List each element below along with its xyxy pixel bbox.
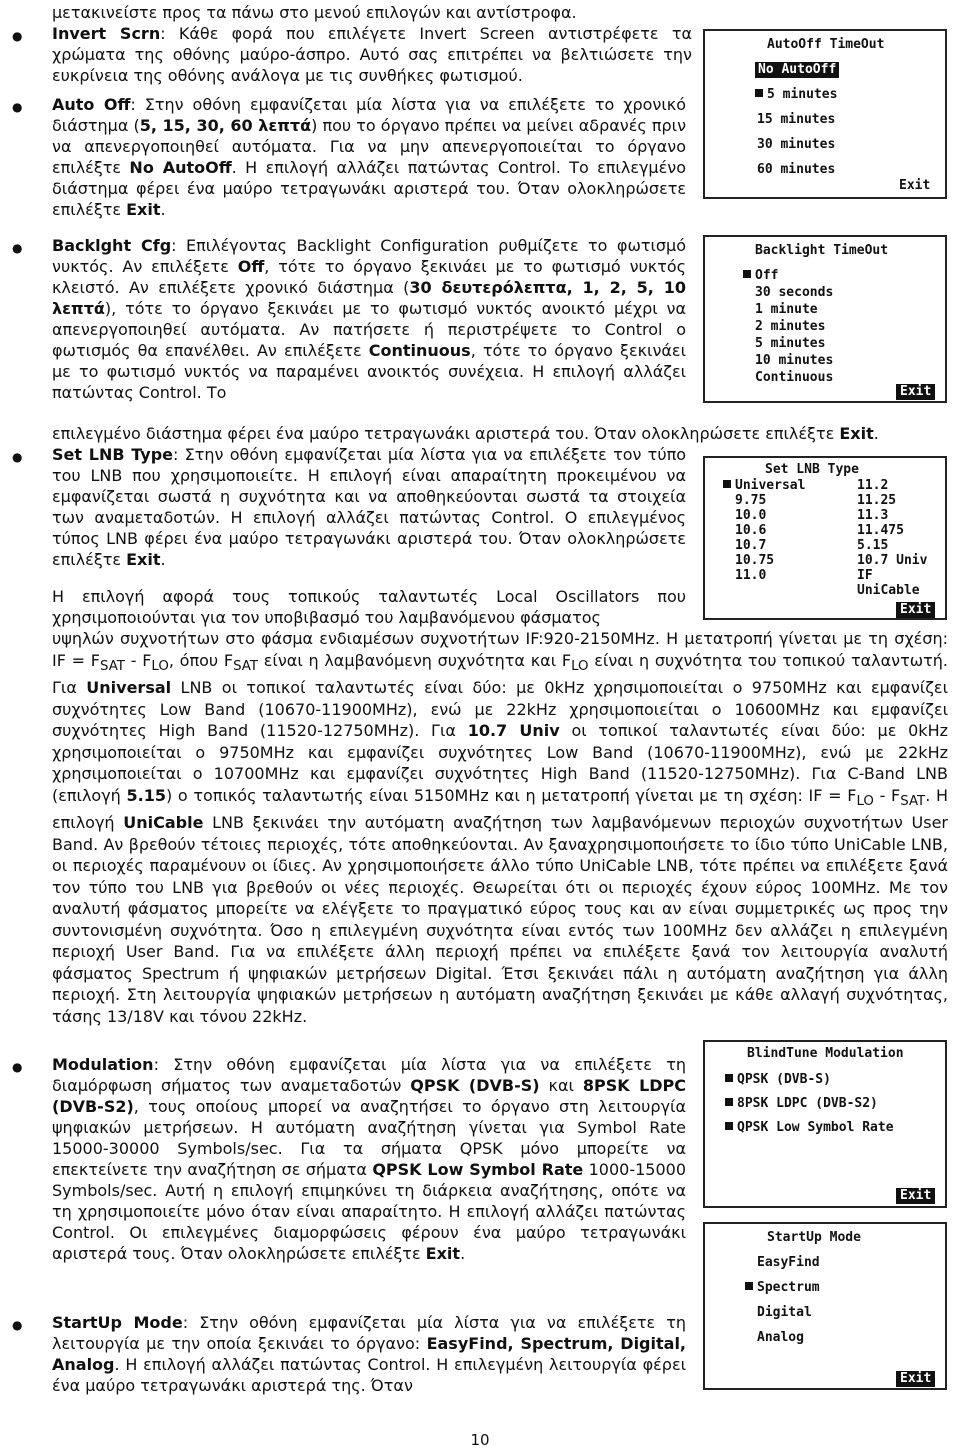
lnb-option-label: Universal xyxy=(735,478,806,493)
menu-item[interactable] xyxy=(725,1096,878,1112)
text: είναι η συχνότητα του τοπικού ταλαντωτή. Για xyxy=(52,650,949,698)
selected-square-icon xyxy=(743,270,751,278)
menu-item[interactable]: 60 minutes xyxy=(757,162,836,177)
subscript: SAT xyxy=(100,658,125,674)
lnb-option[interactable]: 10.7 Univ xyxy=(857,553,928,568)
lnb-option[interactable]: 10.0 xyxy=(735,508,767,523)
lnb-option[interactable]: 9.75 xyxy=(735,493,767,508)
text: : Στην οθόνη εμφανίζεται μία λίστα για να επιλέξετε τη διαμόρφωση σήματος των αναμεταδοτών xyxy=(52,1055,686,1095)
selected-square-icon xyxy=(745,1282,753,1290)
text-bold: Exit xyxy=(126,200,161,219)
menu-item-label: QPSK (DVB-S) xyxy=(737,1072,831,1087)
text: υψηλών συχνοτήτων στο φάσμα ενδιαμέσων συχνοτήτων IF:920-2150MHz. Η μετατροπή γίνεται με τη σχέση: IF = F xyxy=(52,629,948,670)
bullet-icon: ● xyxy=(12,29,23,43)
bullet-icon: ● xyxy=(12,100,23,114)
text: : Κάθε φορά που επιλέγετε Invert Screen αντιστρέφετε τα χρώματα της οθόνης μαύρο-άσπρο. Αυτό σας επιτρέπει να βελτιώσετε την ευκρίνεια της οθόνης ανάλογα με τις συνθήκες φωτισμού. xyxy=(52,24,693,85)
menu-item-selected[interactable]: No AutoOff xyxy=(755,62,839,78)
lnb-option[interactable]: 10.7 xyxy=(735,538,767,553)
exit-button[interactable]: Exit xyxy=(896,384,935,400)
paragraph-modulation xyxy=(52,1054,686,1264)
lnb-option[interactable] xyxy=(723,478,805,494)
text: . xyxy=(460,1244,466,1263)
lnb-option[interactable]: 11.475 xyxy=(857,523,904,538)
text: οι τοπικοί ταλαντωτές είναι δύο: με 0kHz χρησιμοποιείται ο 9750MHz και εμφανίζει συχνότητες Low Band (10670-11900MHz), ενώ με 22kHz χρησιμοποιείται ο 10700MHz και εμφανίζει συχνότητες High Band (11520-12750MHz). Για C-Band LNB (επιλογή xyxy=(52,721,949,805)
text: : Στην οθόνη εμφανίζεται μία λίστα για να επιλέξετε το χρονικό διάστημα ( xyxy=(52,95,687,135)
selected-square-icon xyxy=(755,89,763,97)
text: . Η επιλογή xyxy=(52,785,949,833)
text-bold: Exit xyxy=(425,1244,461,1263)
intro-line: μετακινείστε προς τα πάνω στο μενού επιλογών και αντίστροφα. xyxy=(52,3,577,22)
text: ), τότε το όργανο ξεκινάει με το φωτισμό νυκτός ανοικτό μέχρι να απενεργοποιηθεί αυτόματα. Αν πατήσετε ή περιστρέψετε το Control ο φωτισμός θα επανέλθει. Αν επιλέξετε xyxy=(52,299,686,360)
text: . xyxy=(873,424,879,443)
text: : Επιλέγοντας Backlight Configuration ρυθμίζετε το φωτισμό νυκτός. Αν επιλέξετε xyxy=(52,236,686,276)
text: . xyxy=(160,200,166,219)
menu-item[interactable]: 15 minutes xyxy=(757,112,836,127)
selected-square-icon xyxy=(725,1074,733,1082)
lnb-option[interactable]: IF xyxy=(857,568,873,583)
text-bold: 5.15 xyxy=(126,785,166,805)
paragraph-backlight-tail xyxy=(52,423,932,444)
text: και xyxy=(539,1076,583,1095)
paragraph-auto-off xyxy=(52,94,686,220)
text: : Στην οθόνη εμφανίζεται μία λίστα για να επιλέξετε τον τύπο του LNB που χρησιμοποιείτε. Η επιλογή είναι απαραίτητη προκειμένου να εμφανίζεται σωστά η συχνότητα και να αποθηκεύονται σωστά τα στοιχεία των αναμεταδοτών. Η επιλογή αλλάζει πατώντας Control. Ο επιλεγμένος τύπος LNB φέρει ένα μαύρο τετραγωνάκι αριστερά του. Όταν ολοκληρώσετε επιλέξτε xyxy=(52,445,686,569)
bullet-icon: ● xyxy=(12,450,23,464)
menu-item[interactable] xyxy=(745,1280,820,1296)
menu-item-label: Off xyxy=(755,268,779,283)
text: - F xyxy=(873,785,901,805)
screen-startup-mode xyxy=(703,1222,947,1390)
menu-item[interactable]: 30 minutes xyxy=(757,137,836,152)
text: , τότε το όργανο ξεκινάει με το φωτισμό νυκτός κλειστό. Αν επιλέξετε χρονικό διάστημα ( xyxy=(52,257,686,297)
term-auto-off: Auto Off xyxy=(52,95,131,114)
text: - F xyxy=(124,650,152,670)
text: , όπου F xyxy=(168,650,234,670)
text-bold: Off xyxy=(237,257,265,276)
exit-button[interactable]: Exit xyxy=(896,1188,935,1204)
screen-title: Backlight TimeOut xyxy=(755,243,889,258)
text: LNB ξεκινάει την αυτόματη αναζήτηση των λαμβανόμενων περιοχών συχνοτήτων User Band. Αν βρεθούν τέτοιες περιοχές, τότε αποθηκεύονται. Αν ξαναχρησιμοποιήσετε το ίδιο τύπο UniCable LNB, οι περιοχές παραμένουν οι ίδιες. Αν χρησιμοποιήσετε άλλο τύπο UniCable LNB, τότε πρέπει να επιλέξετε ξανά τον τύπο του LNB για βρεθούν οι νέες περιοχές. Θεωρείται ότι οι περιοχές έχουν εύρος 100MHz. Με τον αναλυτή φάσματος μπορείτε να ελέγξετε το πραγματικό εύρος τους και αν είναι συμμετρικές ως προς την συντονισμένη συχνότητα. Όσο η επιλεγμένη συχνότητα είναι εντός των 100MHz δεν αλλάζει η επιλεγμένη περιοχή User Band. Για να επιλέξετε άλλη περιοχή πρέπει να επιλέξετε ξανά τον λειτουργία αναλυτή φάσματος Spectrum ή ψηφιακών μετρήσεων Digital. Έτσι ξεκινάει πάλι η αυτόματη αναζήτηση για άλλη περιοχή. Στη λειτουργία ψηφιακών μετρήσεων η αυτόματη αναζήτηση ξεκινάει με κάθε αλλαγή συχνότητας, τάσης 13/18V και τόνου 22kHz. xyxy=(52,813,948,1026)
lnb-option[interactable]: 11.3 xyxy=(857,508,889,523)
exit-button[interactable]: Exit xyxy=(896,602,935,618)
text-bold: 5, 15, 30, 60 λεπτά xyxy=(139,116,312,135)
text-bold: 10.7 Univ xyxy=(467,721,560,741)
menu-item[interactable]: 10 minutes xyxy=(755,353,834,368)
screen-title: AutoOff TimeOut xyxy=(767,37,885,52)
lnb-option[interactable]: 11.2 xyxy=(857,478,889,493)
screen-title: BlindTune Modulation xyxy=(747,1046,904,1061)
text: . xyxy=(160,550,166,569)
menu-item[interactable]: 2 minutes xyxy=(755,319,826,334)
subscript: LO xyxy=(856,793,874,809)
term-startup-mode: StartUp Mode xyxy=(52,1313,183,1332)
screen-title: StartUp Mode xyxy=(767,1230,861,1245)
menu-item[interactable]: 5 minutes xyxy=(755,336,826,351)
lnb-option[interactable]: 11.0 xyxy=(735,568,767,583)
menu-item[interactable] xyxy=(725,1072,831,1088)
subscript: LO xyxy=(151,658,169,674)
text-bold: EasyFind, Spectrum, Digital, Analog xyxy=(52,1334,687,1374)
menu-item[interactable] xyxy=(755,87,837,103)
lnb-option[interactable]: 11.25 xyxy=(857,493,897,508)
text-bold: Exit xyxy=(126,550,161,569)
menu-item[interactable]: Analog xyxy=(757,1330,804,1345)
text-bold: Universal xyxy=(86,678,172,698)
bullet-icon: ● xyxy=(12,1318,23,1332)
text: ) που το όργανο πρέπει να μείνει αδρανές πριν να απενεργοποιηθεί αυτόματα. Για να μην απενεργοποιείται το όργανο επιλέξτε xyxy=(52,116,686,177)
menu-item[interactable] xyxy=(725,1120,894,1136)
menu-item[interactable]: Continuous xyxy=(755,370,834,385)
text-bold: 8PSK LDPC (DVB-S2) xyxy=(52,1076,687,1116)
screen-blindtune-modulation xyxy=(703,1040,947,1208)
text-bold: QPSK (DVB-S) xyxy=(410,1076,540,1095)
text: είναι η λαμβανόμενη συχνότητα και F xyxy=(258,650,572,670)
menu-item-label: Spectrum xyxy=(757,1280,820,1295)
subscript: SAT xyxy=(233,658,259,674)
lnb-option[interactable]: 10.6 xyxy=(735,523,767,538)
text: , τους οποίους μπορεί να αναζητήσει το όργανο στη λειτουργία ψηφιακών μετρήσεων. Η αυτόματη αναζήτηση γίνεται για Symbol Rate 15000-30000 Symbols/sec. Για τα σήματα QPSK μόνο μπορείτε να επεκτείνετε την αναζήτηση σε σήματα xyxy=(52,1097,686,1179)
lnb-option[interactable]: 5.15 xyxy=(857,538,889,553)
lnb-option[interactable]: UniCable xyxy=(857,583,920,598)
paragraph-startup xyxy=(52,1312,686,1396)
paragraph-backlight xyxy=(52,235,686,403)
page-number: 10 xyxy=(470,1431,490,1449)
screen-backlight-timeout xyxy=(703,235,947,403)
text: ) ο τοπικός ταλαντωτής είναι 5150MHz και η μετατροπή γίνεται με τη σχέση: IF = F xyxy=(165,785,857,805)
paragraph-lnb-type xyxy=(52,444,686,570)
paragraph-lnb-details xyxy=(52,628,948,1027)
text-bold: No AutoOff xyxy=(129,158,232,177)
selected-square-icon xyxy=(723,480,731,488)
menu-item[interactable]: 30 seconds xyxy=(755,285,834,300)
text-bold: QPSK Low Symbol Rate xyxy=(372,1160,584,1179)
menu-item[interactable]: EasyFind xyxy=(757,1255,820,1270)
term-modulation: Modulation xyxy=(52,1055,154,1074)
lnb-option[interactable]: 10.75 xyxy=(735,553,775,568)
term-set-lnb-type: Set LNB Type xyxy=(52,445,174,464)
menu-item[interactable] xyxy=(743,268,778,284)
subscript: SAT xyxy=(900,793,926,809)
text-bold: Exit xyxy=(839,424,874,443)
selected-square-icon xyxy=(725,1122,733,1130)
exit-label[interactable]: Exit xyxy=(899,178,931,193)
exit-button[interactable]: Exit xyxy=(896,1371,935,1387)
text-bold: 30 δευτερόλεπτα, 1, 2, 5, 10 λεπτά xyxy=(52,278,686,318)
screen-title: Set LNB Type xyxy=(765,462,859,477)
paragraph-lnb-oscillators: Η επιλογή αφορά τους τοπικούς ταλαντωτές Local Oscillators που χρησιμοποιούνται για τον υποβιβασμό του λαμβανόμενου φάσματος xyxy=(52,587,686,627)
selected-square-icon xyxy=(725,1098,733,1106)
text: LNB οι τοπικοί ταλαντωτές είναι δύο: με 0kHz χρησιμοποιείται ο 9750MHz και εμφανίζει συχνότητες Low Band (10670-11900MHz), ενώ με 22kHz χρησιμοποιείται ο 10600MHz και εμφανίζει συχνότητες High Band (11520-12750MHz). Για xyxy=(52,678,948,741)
screen-autooff-timeout xyxy=(703,29,947,199)
menu-item-label: 5 minutes xyxy=(767,87,838,102)
text-bold: UniCable xyxy=(123,813,204,833)
text: . Η επιλογή αλλάζει πατώντας Control. Το επιλεγμένο διάστημα φέρει ένα μαύρο τετραγωνάκι αριστερά του. Όταν ολοκληρώσετε επιλέξτε xyxy=(52,158,686,219)
bullet-icon: ● xyxy=(12,241,23,255)
menu-item[interactable]: 1 minute xyxy=(755,302,818,317)
text: , τότε το όργανο ξεκινάει με το φωτισμό νυκτός να παραμένει ανοικτός συνέχεια. Η επιλογή αλλάζει πατώντας Control. Το xyxy=(52,341,686,402)
text-bold: Continuous xyxy=(368,341,471,360)
screen-lnb-type xyxy=(703,456,947,620)
text: 1000-15000 Symbols/sec. Αυτή η επιλογή επιμηκύνει τη διάρκεια αναζήτησης, οπότε να τη χρησιμοποιείτε μόνο όταν είναι απαραίτητο. Η επιλογή αλλάζει πατώντας Control. Οι επιλεγμένες διαμορφώσεις φέρουν ένα μαύρο τετραγωνάκι αριστερά τους. Όταν ολοκληρώσετε επιλέξτε xyxy=(52,1160,686,1263)
subscript: LO xyxy=(571,658,589,674)
menu-item-label: 8PSK LDPC (DVB-S2) xyxy=(737,1096,878,1111)
menu-item-label: QPSK Low Symbol Rate xyxy=(737,1120,894,1135)
paragraph-invert-screen xyxy=(52,23,692,86)
term-backlght-cfg: Backlght Cfg xyxy=(52,236,172,255)
bullet-icon: ● xyxy=(12,1060,23,1074)
term-invert-scrn: Invert Scrn xyxy=(52,24,161,43)
text: : Στην οθόνη εμφανίζεται μία λίστα για να επιλέξετε τη λειτουργία με την οποία ξεκινάει το όργανο: xyxy=(52,1313,686,1353)
menu-item[interactable]: Digital xyxy=(757,1305,812,1320)
text: επιλεγμένο διάστημα φέρει ένα μαύρο τετραγωνάκι αριστερά του. Όταν ολοκληρώσετε επιλέξτε xyxy=(52,424,840,443)
text: . Η επιλογή αλλάζει πατώντας Control. Η επιλεγμένη λειτουργία φέρει ένα μαύρο τετραγωνάκι αριστερά της. Όταν xyxy=(52,1355,686,1395)
